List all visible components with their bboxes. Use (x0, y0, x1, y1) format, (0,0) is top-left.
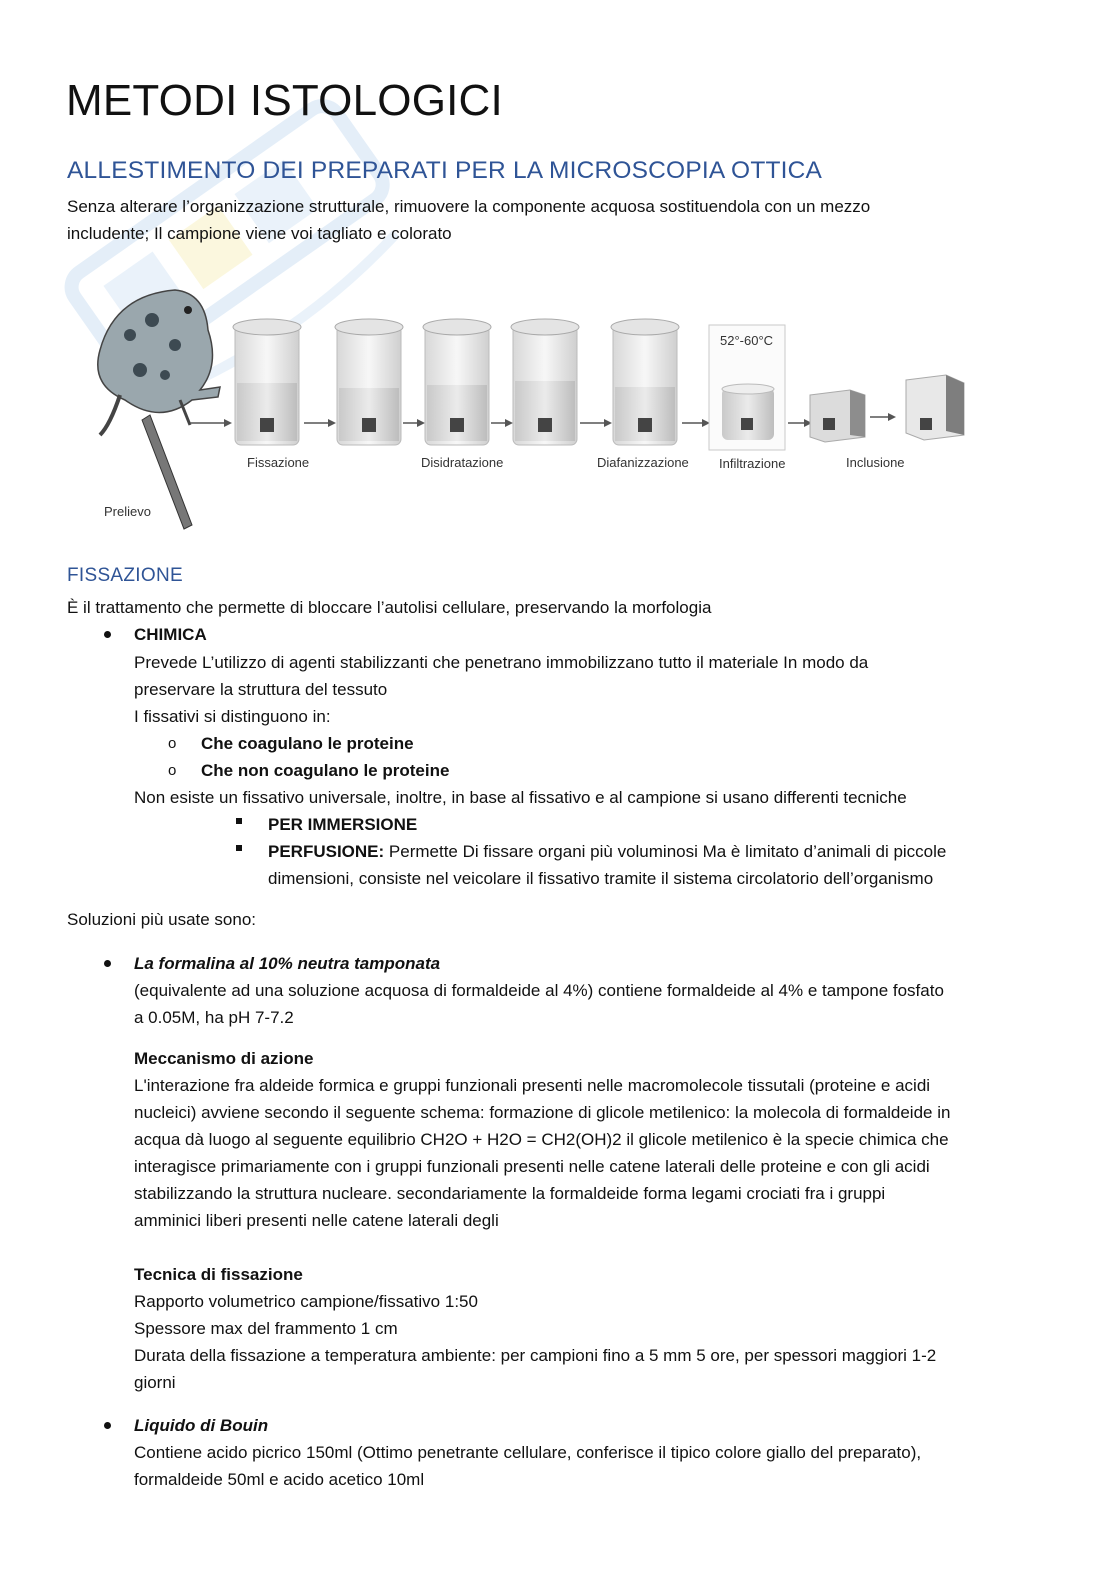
chimica-label: CHIMICA (134, 625, 207, 644)
bullet-square (236, 845, 242, 851)
clearing-jar (611, 319, 679, 445)
bouin-line-2: formaldeide 50ml e acido acetico 10ml (134, 1470, 425, 1489)
document-title: METODI ISTOLOGICI (66, 76, 503, 125)
histology-process-diagram (80, 275, 980, 535)
label-prelievo: Prelievo (104, 504, 151, 519)
technique-immersion: PER IMMERSIONE (268, 815, 418, 834)
frog-specimen-illustration (98, 290, 220, 435)
bouin-label: Liquido di Bouin (134, 1416, 269, 1435)
formalina-line-2: a 0.05M, ha pH 7-7.2 (134, 1008, 294, 1027)
bullet-dot (104, 1422, 111, 1429)
bullet-circle: o (168, 735, 177, 752)
technique-perfusion (268, 838, 946, 865)
bullet-square (236, 818, 242, 824)
embedded-block (906, 375, 964, 440)
dehydration-jar-2 (423, 319, 491, 445)
meccanismo-line-4: interagisce primariamente con i gruppi funzionali presenti nelle catene laterali delle proteine e con gli acidi (134, 1157, 930, 1176)
tecnica-line-1: Rapporto volumetrico campione/fissativo 1:50 (134, 1292, 478, 1311)
label-disidratazione: Disidratazione (421, 455, 504, 470)
perfusion-label: PERFUSIONE: (268, 842, 385, 861)
tecnica-line-4: giorni (134, 1373, 176, 1392)
fixative-type-non-coagulant: Che non coagulano le proteine (201, 761, 450, 780)
dehydration-jar-3 (511, 319, 579, 445)
fixative-type-coagulant: Che coagulano le proteine (201, 734, 414, 753)
embedding-mold (810, 390, 865, 442)
bouin-line-1: Contiene acido picrico 150ml (Ottimo penetrante cellulare, conferisce il tipico colore giallo del preparato), (134, 1443, 922, 1462)
technique-perfusion-line-2: dimensioni, consiste nel veicolare il fissativo tramite il sistema circolatorio dell’organismo (268, 869, 934, 888)
tecnica-heading: Tecnica di fissazione (134, 1265, 303, 1284)
intro-line-2: includente; Il campione viene voi tagliato e colorato (67, 224, 452, 243)
meccanismo-line-2: nucleici) avviene secondo il seguente schema: formazione di glicole metilenico: la molecola di formaldeide in (134, 1103, 951, 1122)
section-heading-allestimento: ALLESTIMENTO DEI PREPARATI PER LA MICROSCOPIA OTTICA (67, 157, 823, 184)
label-inclusione: Inclusione (846, 455, 905, 470)
label-infiltrazione: Infiltrazione (719, 456, 786, 471)
tecnica-line-3: Durata della fissazione a temperatura ambiente: per campioni fino a 5 mm 5 ore, per spessori maggiori 1-2 (134, 1346, 937, 1365)
perfusion-text: Permette Di fissare organi più voluminosi Ma è limitato d’animali di piccole (384, 842, 947, 861)
temperature-label: 52°-60°C (720, 333, 774, 348)
section-heading-fissazione: FISSAZIONE (67, 565, 183, 586)
label-diafanizzazione: Diafanizzazione (597, 455, 689, 470)
fissazione-intro: È il trattamento che permette di bloccare l’autolisi cellulare, preservando la morfologia (67, 598, 712, 617)
tecnica-line-2: Spessore max del frammento 1 cm (134, 1319, 398, 1338)
bullet-circle: o (168, 762, 177, 779)
formalina-label: La formalina al 10% neutra tamponata (134, 954, 441, 973)
chimica-line-2: preservare la struttura del tessuto (134, 680, 388, 699)
meccanismo-line-1: L'interazione fra aldeide formica e gruppi funzionali presenti nelle macromolecole tissutali (proteine e acidi (134, 1076, 931, 1095)
meccanismo-line-6: amminici liberi presenti nelle catene laterali degli (134, 1211, 499, 1230)
soluzioni-intro: Soluzioni più usate sono: (67, 910, 257, 929)
chimica-line-4: Non esiste un fissativo universale, inoltre, in base al fissativo e al campione si usano differenti tecniche (134, 788, 907, 807)
dehydration-jar-1 (335, 319, 403, 445)
chimica-line-3: I fissativi si distinguono in: (134, 707, 331, 726)
meccanismo-heading: Meccanismo di azione (134, 1049, 314, 1068)
intro-line-1: Senza alterare l’organizzazione strutturale, rimuovere la componente acquosa sostituendola con un mezzo (67, 197, 871, 216)
label-fissazione: Fissazione (247, 455, 310, 470)
infiltration-oven (709, 325, 785, 450)
chimica-line-1: Prevede L’utilizzo di agenti stabilizzanti che penetrano immobilizzano tutto il materiale In modo da (134, 653, 869, 672)
fixation-jar (233, 319, 301, 445)
bullet-dot (104, 960, 111, 967)
formalina-line-1: (equivalente ad una soluzione acquosa di formaldeide al 4%) contiene formaldeide al 4% e tampone fosfato (134, 981, 944, 1000)
meccanismo-line-5: stabilizzando la struttura nucleare. secondariamente la formaldeide forma legami crociati fra i gruppi (134, 1184, 886, 1203)
bullet-dot (104, 631, 111, 638)
meccanismo-line-3: acqua dà luogo al seguente equilibrio CH2O + H2O = CH2(OH)2 il glicole metilenico è la specie chimica che (134, 1130, 949, 1149)
